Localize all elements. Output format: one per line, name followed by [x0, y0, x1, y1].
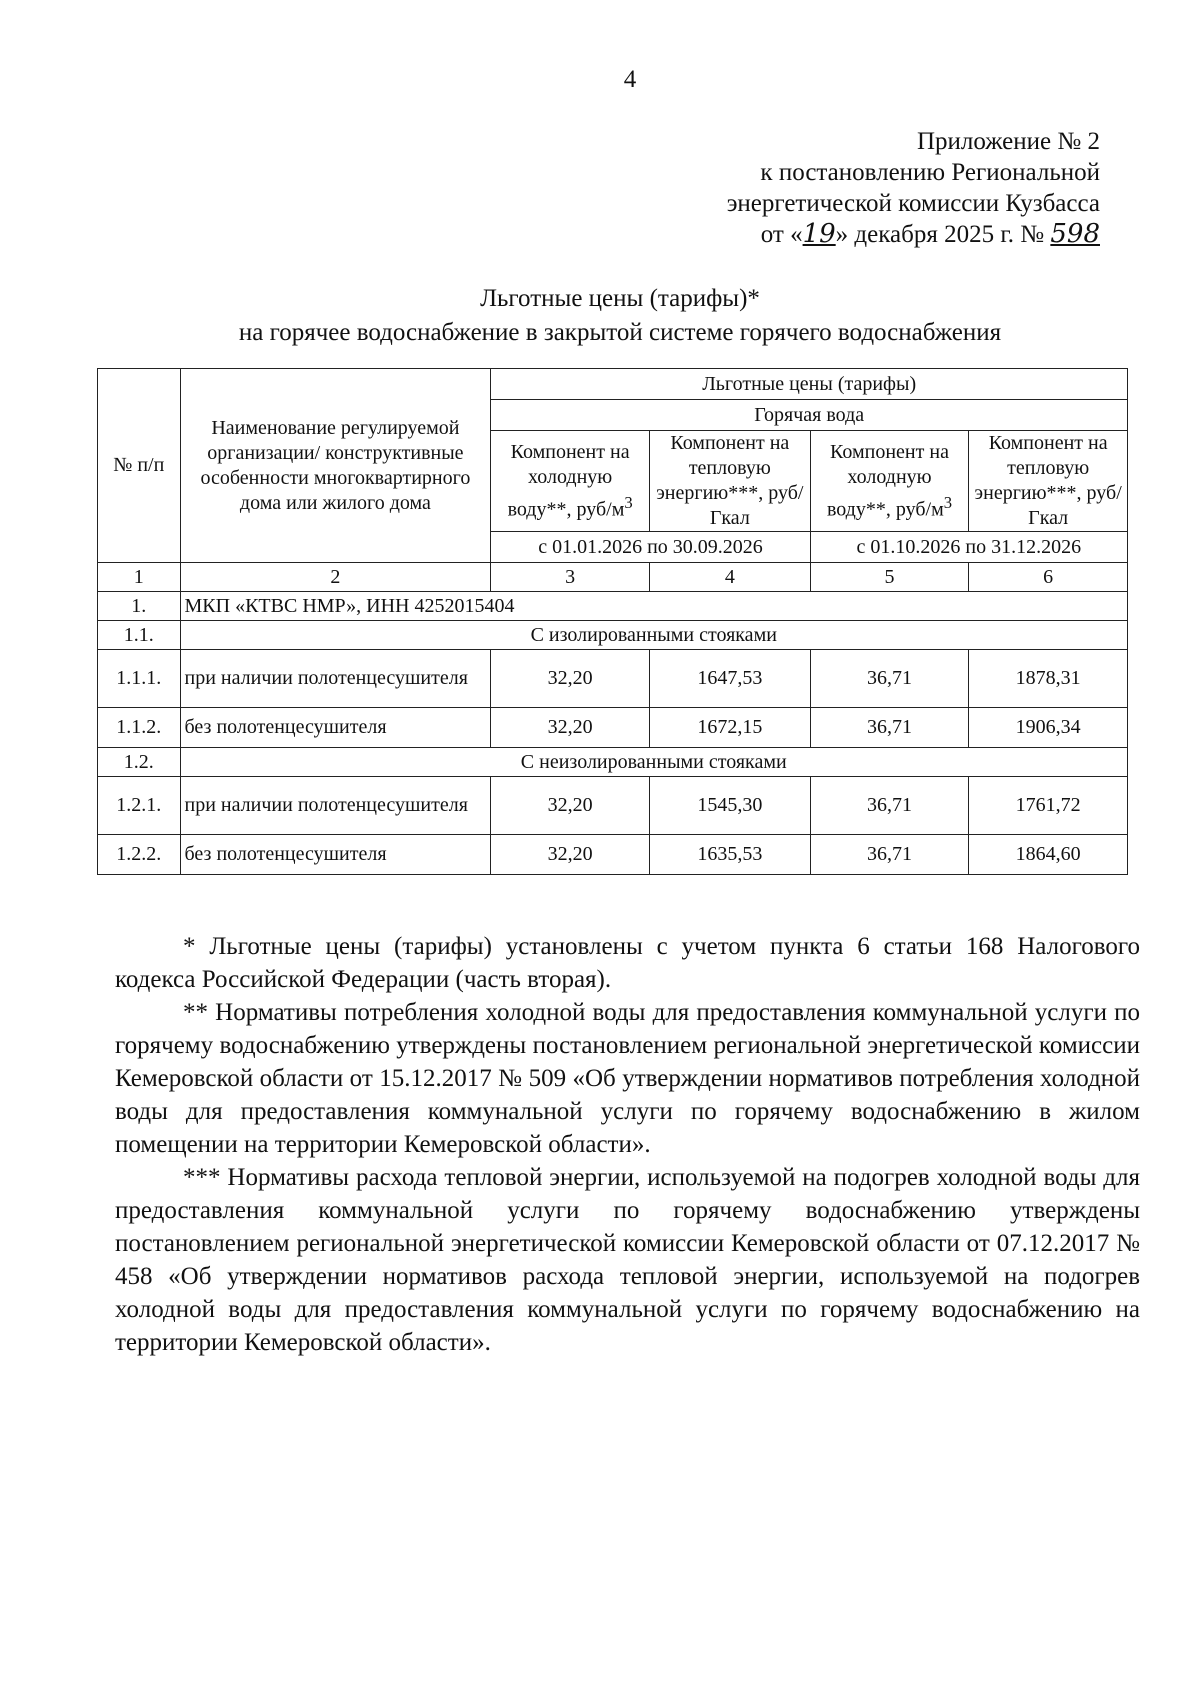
cell-value: 32,20 [491, 777, 650, 835]
col-number: 2 [180, 563, 491, 592]
header-subgroup: Горячая вода [491, 400, 1128, 431]
section-num: 1.2. [98, 748, 181, 777]
cell-value: 1761,72 [969, 777, 1128, 835]
section-title: С неизолированными стояками [180, 748, 1127, 777]
handwritten-day: 19 [802, 219, 836, 249]
cell-value: 1672,15 [649, 708, 810, 748]
row-num: 1.2.2. [98, 835, 181, 875]
cell-value: 32,20 [491, 650, 650, 708]
appendix-line-3: энергетической комиссии Кузбасса [726, 190, 1100, 217]
appendix-header [640, 126, 1100, 250]
row-num: 1.1.2. [98, 708, 181, 748]
date-prefix: от « [760, 221, 803, 248]
row-name: при наличии полотенцесушителя [180, 650, 491, 708]
section-title: С изолированными стояками [180, 621, 1127, 650]
org-num: 1. [98, 592, 181, 621]
row-name: без полотенцесушителя [180, 708, 491, 748]
cell-value: 36,71 [810, 835, 969, 875]
row-num: 1.2.1. [98, 777, 181, 835]
cell-value: 32,20 [491, 708, 650, 748]
header-num: № п/п [98, 369, 181, 563]
appendix-line-2: к постановлению Региональной [760, 159, 1100, 186]
cube-sup: 3 [943, 492, 953, 512]
header-name: Наименование регулируемой организации/ конструктивные особенности многоквартирного дома или жилого дома [180, 369, 491, 563]
cell-value: 1906,34 [969, 708, 1128, 748]
cell-value: 1545,30 [649, 777, 810, 835]
cell-value: 36,71 [810, 650, 969, 708]
cube-sup: 3 [624, 492, 633, 512]
tariffs-table [97, 368, 1128, 875]
section-row [98, 621, 1128, 650]
cell-value: 36,71 [810, 708, 969, 748]
header-period-1: с 01.01.2026 по 30.09.2026 [491, 532, 810, 563]
date-middle: » декабря 2025 г. № [835, 221, 1045, 248]
cell-value: 1635,53 [649, 835, 810, 875]
table-row [98, 835, 1128, 875]
cell-value: 1864,60 [969, 835, 1128, 875]
row-name: без полотенцесушителя [180, 835, 491, 875]
col-number: 3 [491, 563, 650, 592]
title-line-1: Льготные цены (тарифы)* [480, 285, 760, 312]
appendix-date-line [640, 219, 1100, 250]
footnotes [115, 930, 1140, 1359]
footnote-1: * Льготные цены (тарифы) установлены с учетом пункта 6 статьи 168 Налогового кодекса Российской Федерации (часть вторая). [115, 933, 1140, 993]
handwritten-doc-number: 598 [1050, 219, 1100, 249]
row-num: 1.1.1. [98, 650, 181, 708]
footnote-3: *** Нормативы расхода тепловой энергии, используемой на подогрев холодной воды для предоставления коммунальной услуги по горячему водоснабжению утверждены постановлением региональной энергетической комиссии Кемеровской области от 07.12.2017 № 458 «Об утверждении нормативов расхода тепловой энергии, используемой на подогрев холодной воды для предоставления коммунальной услуги по горячему водоснабжению на территории Кемеровской области». [115, 1164, 1140, 1356]
table-row [98, 650, 1128, 708]
table-row [98, 708, 1128, 748]
footnote-2: ** Нормативы потребления холодной воды для предоставления коммунальной услуги по горячему водоснабжению утверждены постановлением региональной энергетической комиссии Кемеровской области от 15.12.2017 № 509 «Об утверждении нормативов потребления холодной воды для предоставления коммунальной услуги по горячему водоснабжению в жилом помещении на территории Кемеровской области». [115, 999, 1140, 1158]
header-group: Льготные цены (тарифы) [491, 369, 1128, 400]
title-line-2: на горячее водоснабжение в закрытой системе горячего водоснабжения [238, 319, 1002, 346]
cold-label: Компонент на холодную воду**, руб/м [826, 440, 949, 521]
page-number: 4 [623, 66, 637, 93]
header-period-2: с 01.10.2026 по 31.12.2026 [810, 532, 1127, 563]
org-name: МКП «КТВС НМР», ИНН 4252015404 [180, 592, 1127, 621]
header-cold-1 [491, 431, 650, 532]
cell-value: 1878,31 [969, 650, 1128, 708]
header-cold-2 [810, 431, 969, 532]
col-number: 5 [810, 563, 969, 592]
column-numbers-row [98, 563, 1128, 592]
col-number: 1 [98, 563, 181, 592]
document-title [120, 282, 1120, 350]
header-heat-2: Компонент на тепловую энергию***, руб/Гкал [969, 431, 1128, 532]
organization-row [98, 592, 1128, 621]
section-num: 1.1. [98, 621, 181, 650]
col-number: 6 [969, 563, 1128, 592]
header-heat-1: Компонент на тепловую энергию***, руб/Гкал [649, 431, 810, 532]
cell-value: 36,71 [810, 777, 969, 835]
cold-label: Компонент на холодную воду**, руб/м [507, 440, 630, 521]
section-row [98, 748, 1128, 777]
cell-value: 1647,53 [649, 650, 810, 708]
row-name: при наличии полотенцесушителя [180, 777, 491, 835]
table-row [98, 777, 1128, 835]
appendix-line-1: Приложение № 2 [916, 128, 1100, 155]
cell-value: 32,20 [491, 835, 650, 875]
col-number: 4 [649, 563, 810, 592]
